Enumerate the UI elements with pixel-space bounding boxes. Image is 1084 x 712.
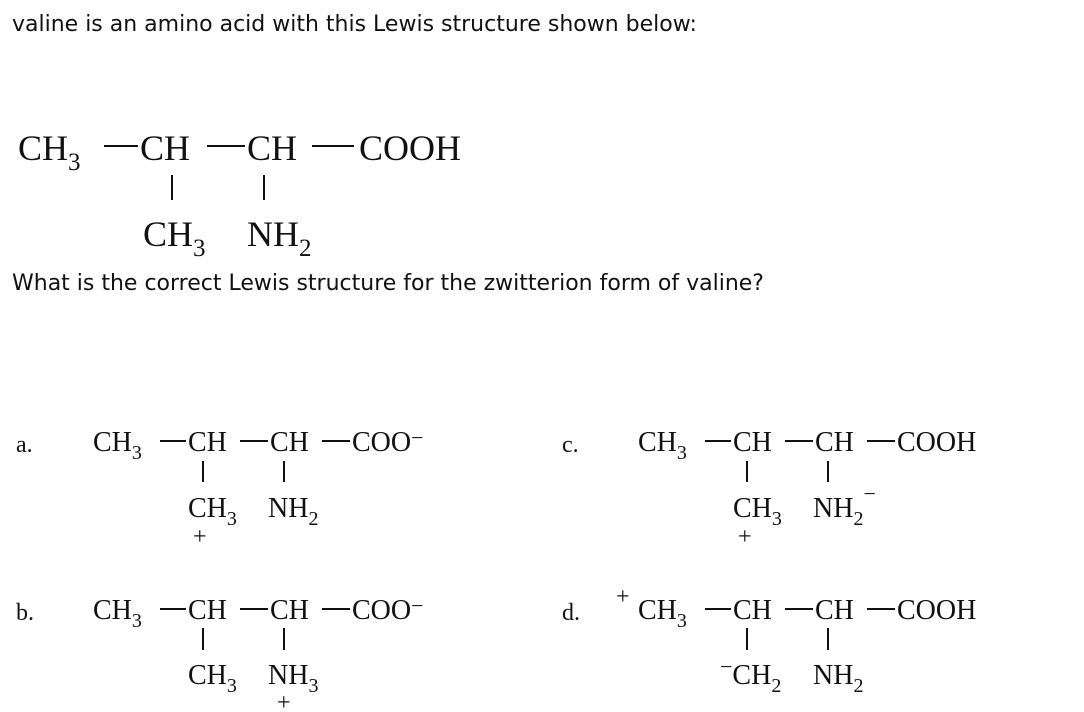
option-letter: a. (16, 432, 33, 458)
question-intro: valine is an amino acid with this Lewis structure shown below: (12, 12, 697, 37)
branch-ch3: $CH_3$ (733, 493, 782, 530)
chain-cooh: COOH (897, 427, 977, 458)
chain-ch3: $CH_3$ (638, 427, 687, 464)
chain-ch3: $CH_3$ (638, 595, 687, 632)
chain-ch3: $CH_3$ (93, 427, 142, 464)
chain-ch-beta: CH (815, 427, 854, 458)
chain-ch-alpha: CH (188, 595, 227, 626)
chain-ch-beta: CH (247, 128, 298, 168)
branch-nh2: $NH_2$ (247, 214, 312, 262)
chain-ch-alpha: CH (733, 427, 772, 458)
branch-nh2: $NH_2$ (813, 660, 864, 697)
option-b[interactable] (16, 593, 424, 712)
chain-ch3: $CH_3$ (93, 595, 142, 632)
option-a[interactable] (16, 425, 424, 550)
option-c[interactable] (562, 427, 976, 550)
chain-cooh: COOH (359, 128, 462, 168)
plus-charge: + (738, 524, 752, 550)
chain-cooh: COOH (897, 595, 977, 626)
branch-ch3: $CH_3$ (188, 660, 237, 697)
chain-ch-alpha: CH (188, 427, 227, 458)
branch-nh2: $NH_2$ (268, 493, 319, 530)
option-letter: d. (562, 600, 580, 626)
chain-ch-beta: CH (270, 595, 309, 626)
branch-nh2: $NH_2^-$ (813, 481, 876, 530)
chain-ch3: $CH_3$ (18, 128, 81, 176)
chain-coo: COO− (352, 425, 424, 458)
plus-charge: + (277, 690, 291, 712)
chain-coo: COO− (352, 593, 424, 626)
branch-ch3: $CH_3$ (188, 493, 237, 530)
option-d[interactable] (562, 584, 976, 697)
chain-ch-alpha: CH (140, 128, 191, 168)
chain-ch-beta: CH (270, 427, 309, 458)
question-prompt: What is the correct Lewis structure for the zwitterion form of valine? (12, 271, 764, 296)
branch-ch3: $CH_3$ (143, 214, 206, 262)
branch-ch2: $^-CH_2$ (720, 654, 782, 697)
chain-ch-alpha: CH (733, 595, 772, 626)
chain-ch-beta: CH (815, 595, 854, 626)
option-letter: c. (562, 432, 579, 458)
plus-charge: + (193, 524, 207, 550)
plus-charge: + (616, 584, 630, 610)
valine-structure (18, 128, 461, 262)
branch-nh3: $NH_3$ (268, 660, 319, 697)
option-letter: b. (16, 600, 34, 626)
